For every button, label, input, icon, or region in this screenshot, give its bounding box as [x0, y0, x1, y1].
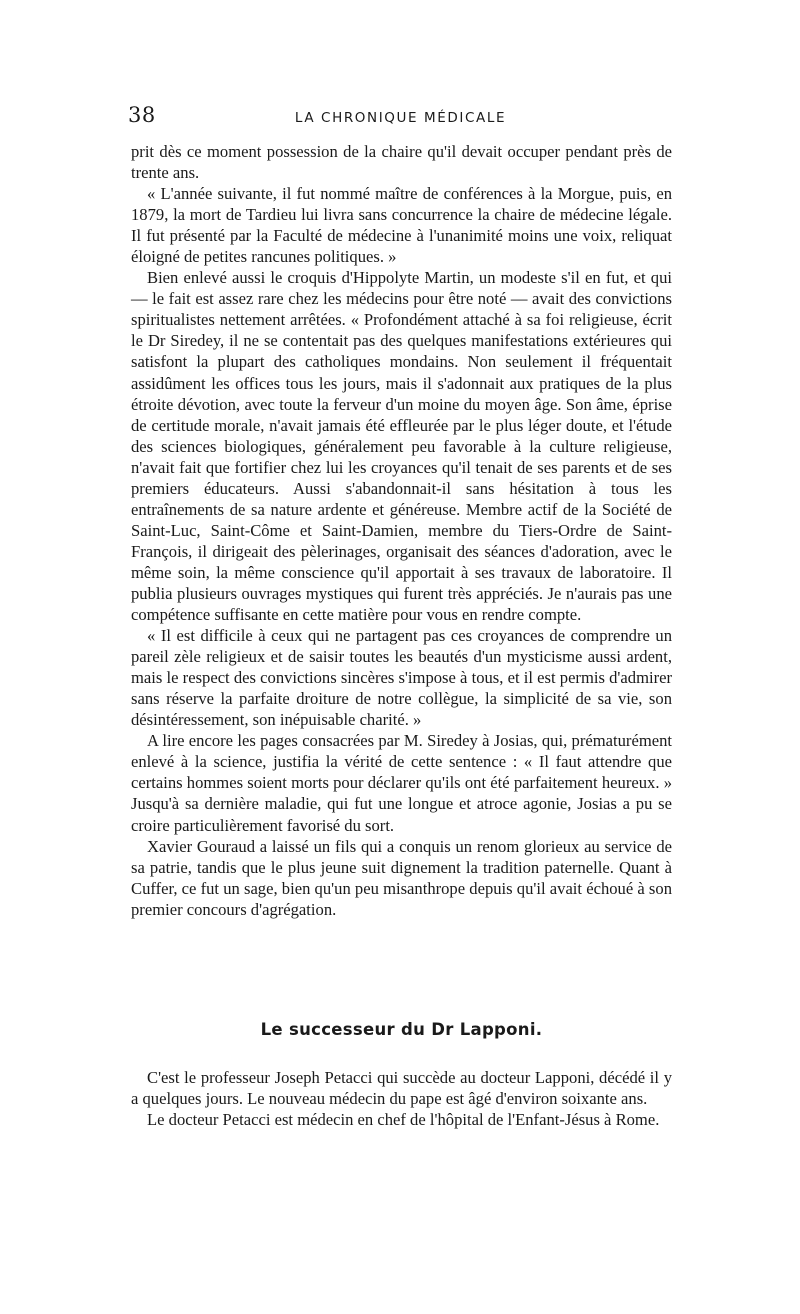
paragraph: Le docteur Petacci est médecin en chef de l'hôpital de l'Enfant-Jésus à Rome.: [147, 1110, 660, 1130]
paragraph: A lire encore les pages consacrées par M. Siredey à Josias, qui, prématurément enlevé à la science, justifia la vérité de cette sentence : « Il faut attendre que certains hommes soient morts pour déclarer qu'ils ont été parfaitement heureux. » Jusqu'à sa dernière maladie, qui fut une longue et atroce agonie, Josias a pu se croire particulièrement favorisé du sort.: [131, 731, 672, 835]
paragraph: « Il est difficile à ceux qui ne partagent pas ces croyances de comprendre un pareil zèle religieux et de saisir toutes les beautés d'un mysticisme aussi ardent, mais le respect des convictions sincères s'impose à tous, et il est permis d'admirer sans réserve la parfaite droiture de notre collègue, la simplicité de sa vie, son désintéressement, son inépuisable charité. »: [131, 626, 672, 730]
paragraph: prit dès ce moment possession de la chaire qu'il devait occuper pendant près de trente ans.: [131, 142, 672, 183]
paragraph: C'est le professeur Joseph Petacci qui succède au docteur Lapponi, décédé il y a quelques jours. Le nouveau médecin du pape est âgé d'environ soixante ans.: [131, 1068, 672, 1109]
paragraph: « L'année suivante, il fut nommé maître de conférences à la Morgue, puis, en 1879, la mort de Tardieu lui livra sans concurrence la chaire de médecine légale. Il fut présenté par la Faculté de médecine à l'unanimité moins une voix, reliquat éloigné de petites rancunes politiques. »: [131, 184, 672, 267]
section-body: [131, 1067, 672, 1130]
journal-title: LA CHRONIQUE MÉDICALE: [294, 110, 507, 126]
paragraph: Bien enlevé aussi le croquis d'Hippolyte Martin, un modeste s'il en fut, et qui — le fait est assez rare chez les médecins pour être noté — avait des convictions spiritualistes nettement arrêtées. « Profondément attaché à sa foi religieuse, écrit le Dr Siredey, il ne se contentait pas des quelques manifestations extérieures qui satisfont la plupart des catholiques mondains. Non seulement il fréquentait assidûment les offices tous les jours, mais il s'adonnait aux pratiques de la plus étroite dévotion, avec toute la ferveur d'un moine du moyen âge. Son âme, éprise de certitude morale, n'avait jamais été effleurée par le plus léger doute, et l'étude des sciences biologiques, généralement peu favorable à la culture religieuse, n'avait fait que fortifier chez lui les croyances qu'il tenait de ses parents et de ses premiers éducateurs. Aussi s'abandonnait-il sans hésitation à tous les entraînements de sa nature ardente et généreuse. Membre actif de la Société de Saint-Luc, Saint-Côme et Saint-Damien, membre du Tiers-Ordre de Saint-François, il dirigeait des pèlerinages, organisait des séances d'adoration, avec le même soin, la même conscience qu'il apportait à ses travaux de laboratoire. Il publia plusieurs ouvrages mystiques qui furent très appréciés. Je n'aurais pas une compétence suffisante en cette matière pour vous en rendre compte.: [131, 268, 672, 625]
section-heading: Le successeur du Dr Lapponi.: [260, 1020, 543, 1039]
paragraph: Xavier Gouraud a laissé un fils qui a conquis un renom glorieux au service de sa patrie, tandis que le plus jeune suit dignement la tradition paternelle. Quant à Cuffer, ce fut un sage, bien qu'un peu misanthrope depuis qu'il avait échoué à son premier concours d'agrégation.: [131, 836, 672, 919]
page-number: 38: [128, 103, 156, 127]
running-head: [128, 103, 673, 131]
article-body: [131, 141, 672, 920]
